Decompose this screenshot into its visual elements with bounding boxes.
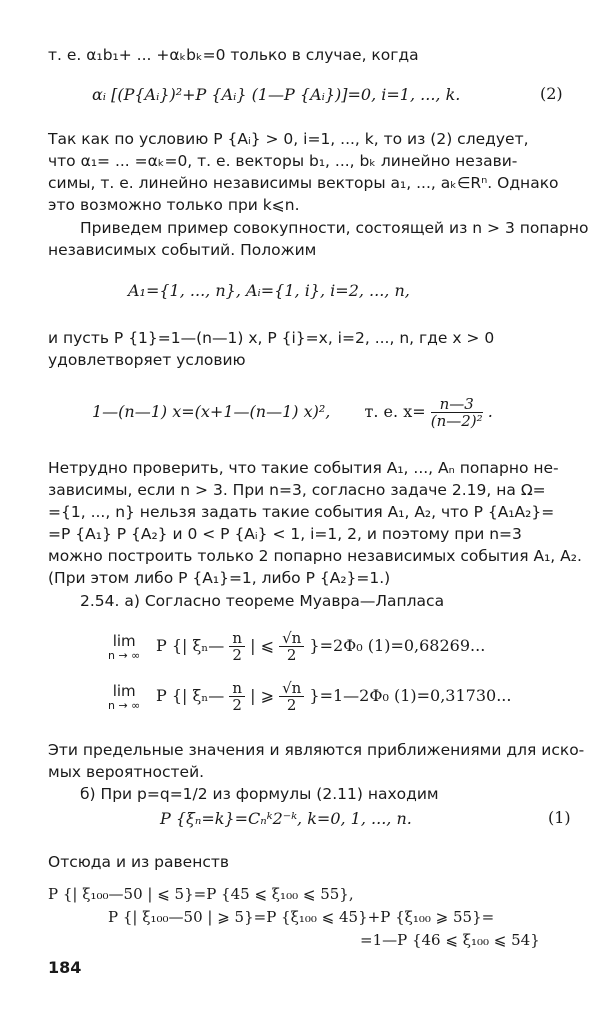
text-line-26: Отсюда и из равенств	[48, 853, 230, 871]
condition-frac-num: n—3	[431, 396, 483, 413]
relation-2: P {| ξ₁₀₀—50 | ⩾ 5}=P {ξ₁₀₀ ⩽ 45}+P {ξ₁₀₀ ⩾ 55}=	[108, 908, 495, 926]
limit-2-mid: | ⩾	[250, 686, 274, 705]
limit-1-frac-a	[229, 630, 245, 663]
text-line-18: (При этом либо P {A₁}=1, либо P {A₂}=1.)	[48, 569, 391, 587]
limit-2-frac-b	[279, 680, 304, 713]
text-line-5: симы, т. е. линейно независимы векторы a₁, ..., aₖ∈Rⁿ. Однако	[48, 174, 559, 192]
limit-1-frac-b-num: √n	[279, 630, 304, 647]
text-line-19: 2.54. а) Согласно теореме Муавра—Лапласа	[80, 592, 445, 610]
relation-3: =1—P {46 ⩽ ξ₁₀₀ ⩽ 54}	[360, 931, 540, 949]
text-line-24: б) При p=q=1/2 из формулы (2.11) находим	[80, 785, 439, 803]
limit-1-operator	[108, 632, 140, 662]
text-line-13: Нетрудно проверить, что такие события A₁, ..., Aₙ попарно не-	[48, 459, 559, 477]
limit-2-operator	[108, 682, 140, 712]
limit-1-expression	[156, 630, 485, 663]
limit-1-mid: | ⩽	[250, 636, 274, 655]
limit-1-frac-a-num: n	[229, 630, 245, 647]
limit-2-frac-b-num: √n	[279, 680, 304, 697]
limit-2-frac-a-den: 2	[232, 696, 242, 714]
condition-frac-den: (n—2)²	[430, 412, 483, 430]
text-line-15: ={1, ..., n} нельзя задать такие события A₁, A₂, что P {A₁A₂}=	[48, 503, 555, 521]
condition-left: 1—(n—1) x=(x+1—(n—1) x)²,	[92, 402, 331, 421]
page-number: 184	[48, 958, 82, 977]
binomial-equation-number: (1)	[548, 808, 571, 827]
condition-fraction	[431, 396, 483, 429]
limit-2-frac-a-num: n	[229, 680, 245, 697]
text-line-11: удовлетворяет условию	[48, 351, 246, 369]
text-line-6: это возможно только при k⩽n.	[48, 196, 300, 214]
text-line-8: независимых событий. Положим	[48, 241, 317, 259]
limit-1-end: }=2Φ₀ (1)=0,68269...	[309, 636, 486, 655]
limit-1-frac-b-den: 2	[286, 646, 297, 664]
text-line-16: =P {A₁} P {A₂} и 0 < P {Aᵢ} < 1, i=1, 2, и поэтому при n=3	[48, 525, 522, 543]
limit-2-sub: n → ∞	[108, 699, 141, 712]
equation-2-number: (2)	[540, 84, 563, 103]
text-line-3: Так как по условию P {Aᵢ} > 0, i=1, ..., k, то из (2) следует,	[48, 130, 529, 148]
text-line-4: что α₁= ... =αₖ=0, т. е. векторы b₁, ..., bₖ линейно незави-	[48, 152, 518, 170]
sets-equation: A₁={1, ..., n}, Aᵢ={1, i}, i=2, ..., n,	[128, 281, 410, 300]
text-line-1: т. е. α₁b₁+ ... +αₖbₖ=0 только в случае, когда	[48, 46, 419, 64]
limit-1-word: lim	[112, 632, 136, 650]
limit-1-sub: n → ∞	[108, 649, 141, 662]
condition-te: т. е. x=	[364, 402, 426, 421]
limit-1-frac-b	[279, 630, 304, 663]
text-line-23: мых вероятностей.	[48, 763, 205, 781]
limit-2-end: }=1—2Φ₀ (1)=0,31730...	[309, 686, 512, 705]
limit-2-expression	[156, 680, 511, 713]
text-line-10: и пусть P {1}=1—(n—1) x, P {i}=x, i=2, ..., n, где x > 0	[48, 329, 495, 347]
relation-1: P {| ξ₁₀₀—50 | ⩽ 5}=P {45 ⩽ ξ₁₀₀ ⩽ 55},	[48, 885, 354, 903]
condition-equation: 1—(n—1) x=(x+1—(n—1) x)², т. е. x= $\frac{n—3}{\text{(n—2)²}}$ .	[92, 395, 493, 430]
equation-2: αᵢ [(P{Aᵢ})²+P {Aᵢ} (1—P {Aᵢ})]=0, i=1, ..., k.	[92, 85, 461, 104]
limit-1-body: P {| ξₙ—	[156, 636, 225, 655]
limit-2-body: P {| ξₙ—	[156, 686, 225, 705]
limit-2-word: lim	[112, 682, 136, 700]
binomial-equation: P {ξₙ=k}=Cₙᵏ2⁻ᵏ, k=0, 1, ..., n.	[160, 809, 412, 828]
limit-1-frac-a-den: 2	[232, 646, 242, 664]
text-line-7: Приведем пример совокупности, состоящей из n > 3 попарно	[80, 219, 589, 237]
limit-2-frac-b-den: 2	[286, 696, 297, 714]
limit-2-frac-a	[229, 680, 245, 713]
text-line-22: Эти предельные значения и являются приближениями для иско-	[48, 741, 585, 759]
text-line-17: можно построить только 2 попарно независимых события A₁, A₂.	[48, 547, 582, 565]
text-line-14: зависимы, если n > 3. При n=3, согласно задаче 2.19, на Ω=	[48, 481, 546, 499]
